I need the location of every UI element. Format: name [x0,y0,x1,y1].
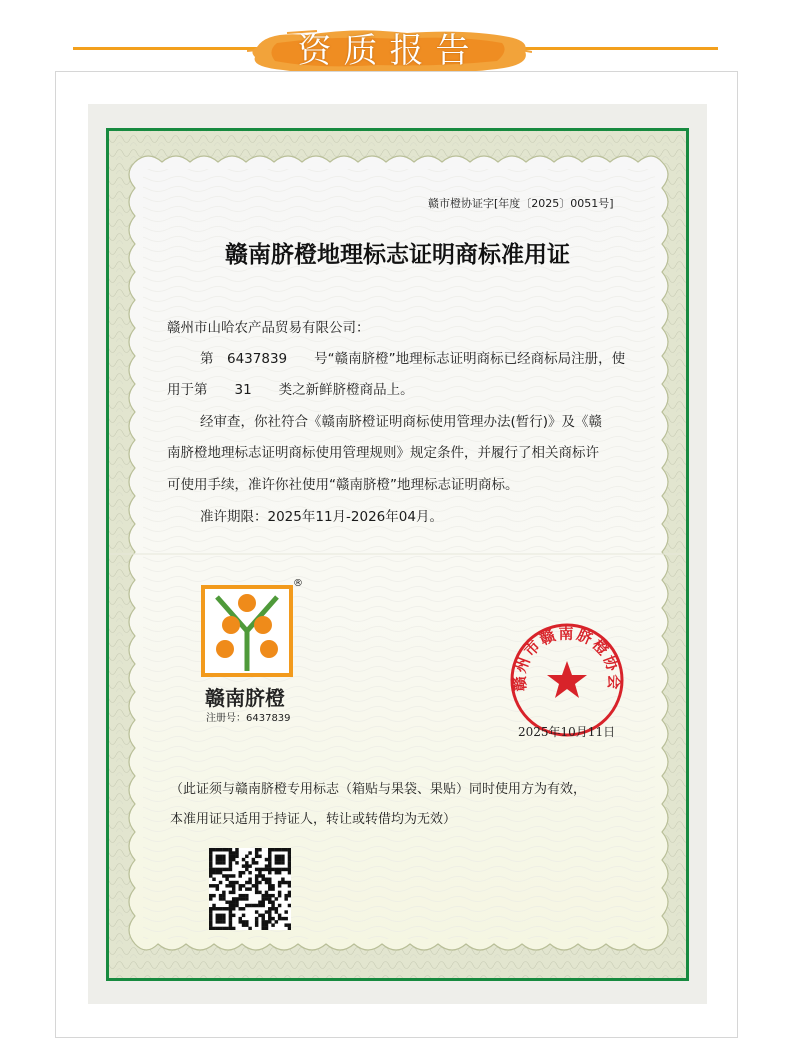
body-line-1: 第 6437839 号“赣南脐橙”地理标志证明商标已经商标局注册，使 [200,351,626,367]
brand-name: 赣南脐橙 [205,686,285,710]
header-line-right [518,47,718,50]
registered-mark: ® [293,578,303,589]
header-title: 资质报告 [297,31,482,71]
qr-code-icon [209,848,291,930]
issue-date: 2025年10月11日 [518,725,616,739]
body-line-4: 南脐橙地理标志证明商标使用管理规则》规定条件，并履行了相关商标许 [167,445,599,461]
gannan-navel-orange-logo [201,585,293,677]
document-number: 赣市橙协证字[年度〔2025〕0051号] [428,197,614,210]
body-line-2: 用于第 31 类之新鲜脐橙商品上。 [167,382,414,398]
header-line-left [73,47,273,50]
association-seal [508,621,626,739]
seal-text: 赣州市赣南脐橙协会 [510,624,624,692]
validity-period: 准许期限：2025年11月-2026年04月。 [200,509,443,525]
certificate-title: 赣南脐橙地理标志证明商标准用证 [225,242,570,268]
registration-number: 注册号：6437839 [206,713,291,724]
body-line-5: 可使用手续，准许你社使用“赣南脐橙”地理标志证明商标。 [167,477,519,493]
note-line-1: （此证须与赣南脐橙专用标志（箱贴与果袋、果贴）同时使用方为有效， [170,782,587,797]
note-line-2: 本准用证只适用于持证人，转让或转借均为无效） [170,812,457,827]
addressee: 赣州市山哈农产品贸易有限公司： [167,320,370,336]
body-line-3: 经审查，你社符合《赣南脐橙证明商标使用管理办法(暂行)》及《赣 [200,414,603,430]
